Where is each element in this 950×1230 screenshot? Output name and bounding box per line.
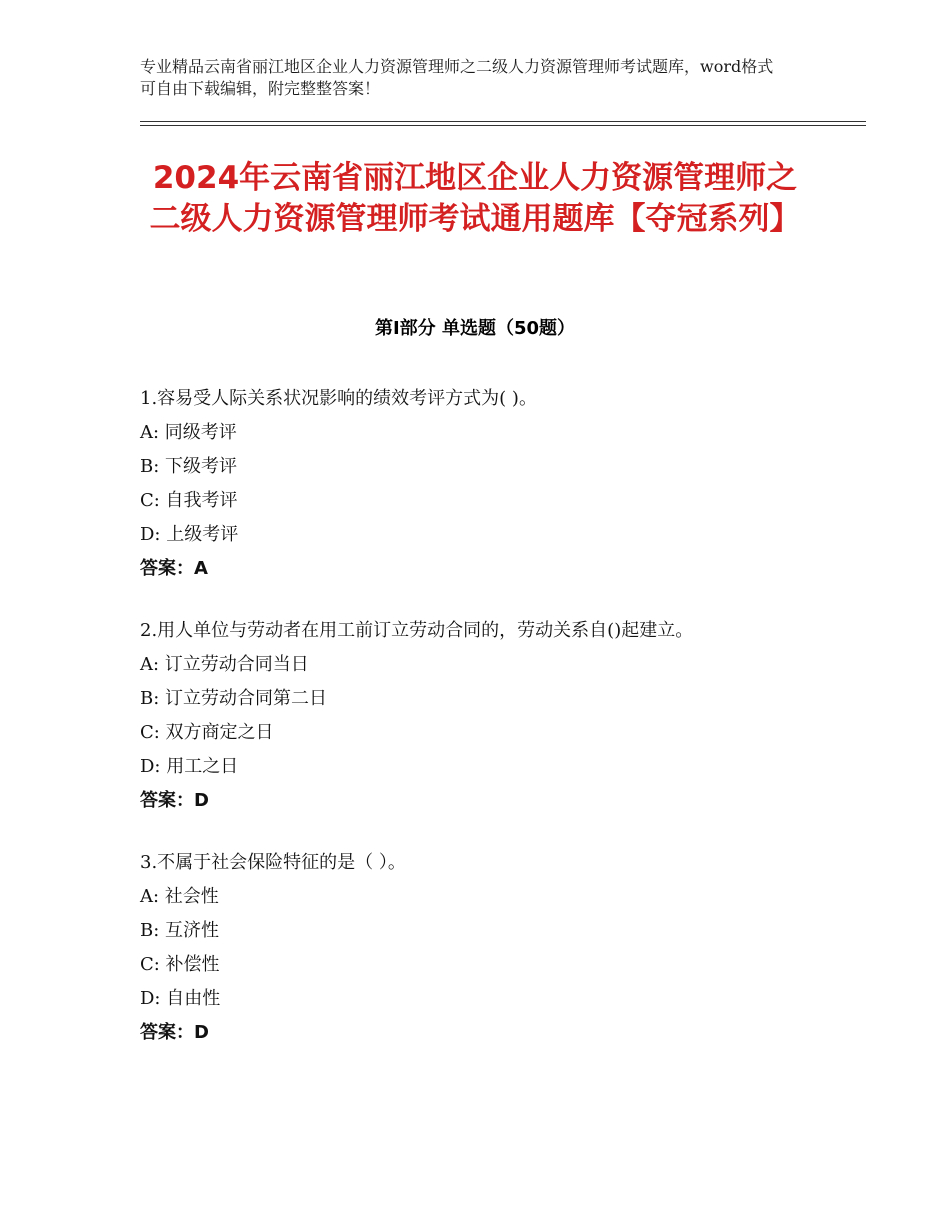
answer: 答案：D [140,790,209,811]
header-note: 专业精品云南省丽江地区企业人力资源管理师之二级人力资源管理师考试题库，word格式可自由下载编辑，附完整整答案！ [140,57,774,98]
option-b: B: 下级考评 [140,456,238,477]
question-2 [140,615,800,818]
option-d: D: 用工之日 [140,756,239,777]
document-title: 2024年云南省丽江地区企业人力资源管理师之二级人力资源管理师考试通用题库【夺冠系列】 [149,160,801,237]
question-list [140,383,800,1079]
option-c: C: 自我考评 [140,490,238,511]
question-3 [140,847,800,1050]
answer: 答案：D [140,1022,209,1043]
option-b: B: 互济性 [140,920,220,941]
option-d: D: 自由性 [140,988,221,1009]
question-1 [140,383,800,586]
question-stem: 3.不属于社会保险特征的是（ ）。 [140,852,406,873]
header-divider [140,121,866,126]
question-stem: 2.用人单位与劳动者在用工前订立劳动合同的，劳动关系自()起建立。 [140,620,694,641]
answer: 答案：A [140,558,208,579]
option-a: A: 社会性 [140,886,219,907]
option-c: C: 补偿性 [140,954,220,975]
question-stem: 1.容易受人际关系状况影响的绩效考评方式为( )。 [140,388,537,409]
section-title: 第Ⅰ部分 单选题（50题） [374,318,575,339]
option-c: C: 双方商定之日 [140,722,274,743]
option-a: A: 订立劳动合同当日 [140,654,309,675]
option-a: A: 同级考评 [140,422,237,443]
option-b: B: 订立劳动合同第二日 [140,688,328,709]
option-d: D: 上级考评 [140,524,239,545]
